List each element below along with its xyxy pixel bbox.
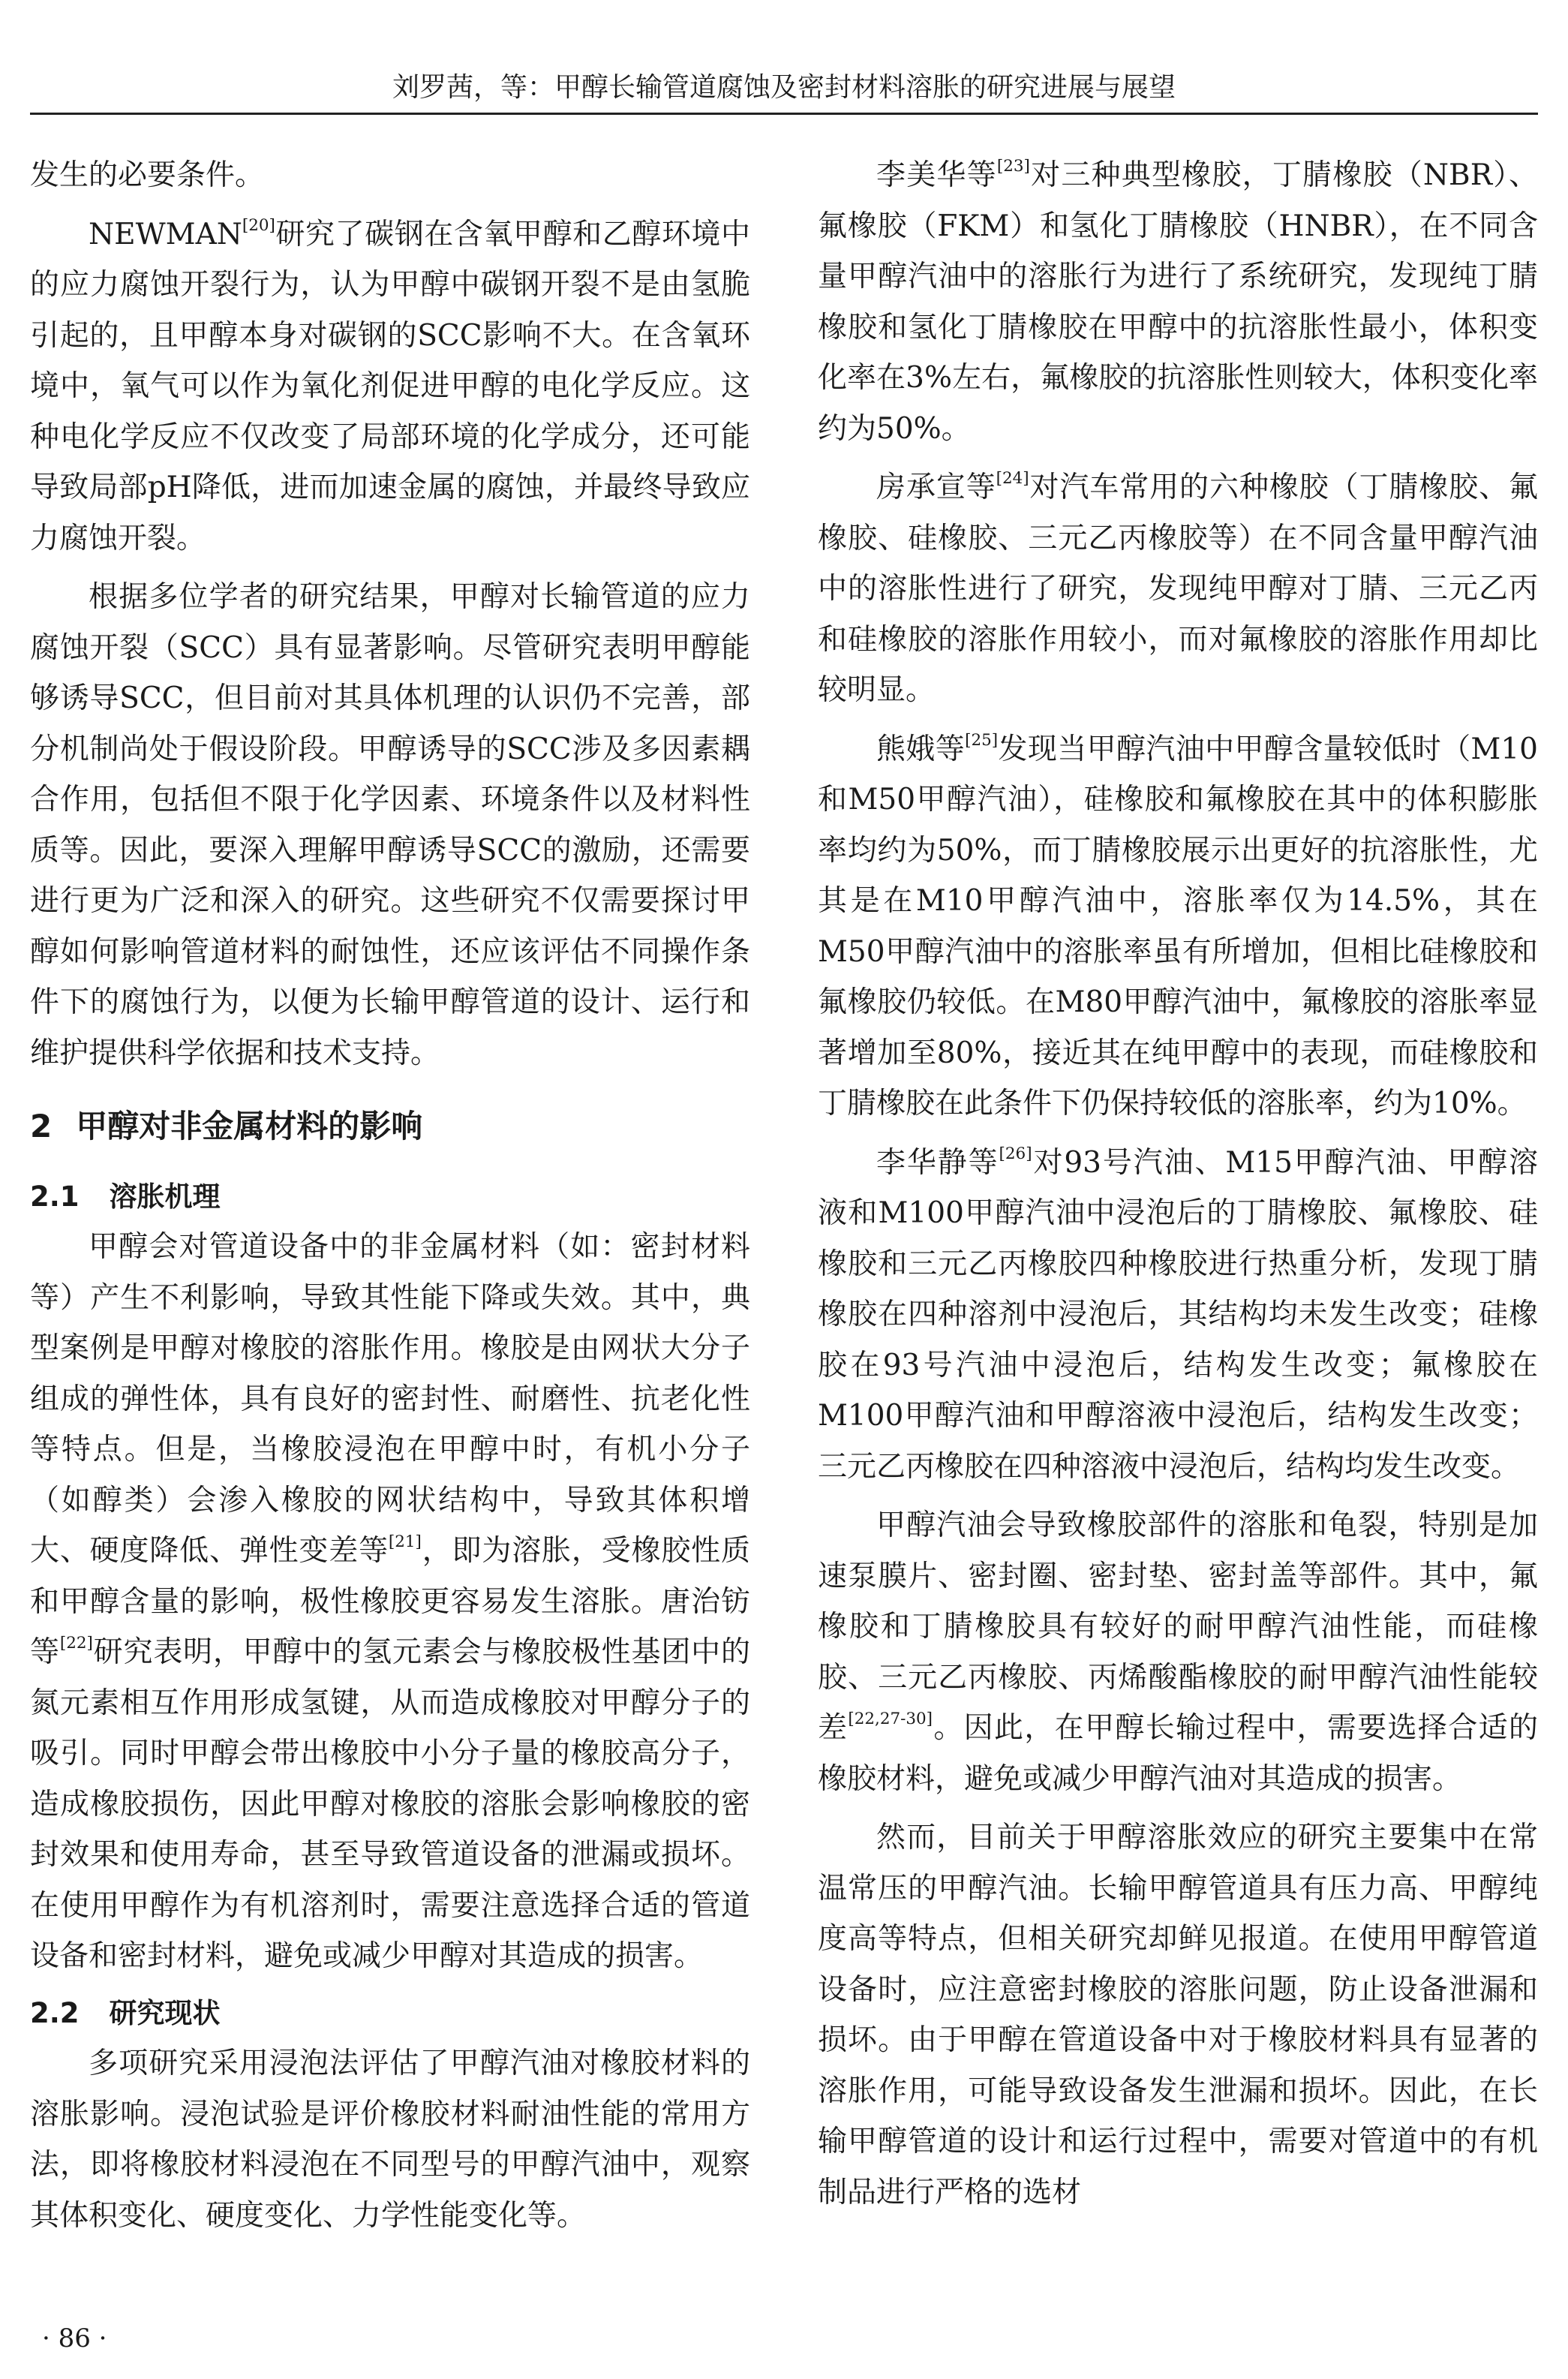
citation-ref: [21] — [388, 1532, 422, 1551]
paragraph-however: 然而，目前关于甲醇溶胀效应的研究主要集中在常温常压的甲醇汽油。长输甲醇管道具有压力高、甲醇纯度高等特点，但相关研究却鲜见报道。在使用甲醇管道设备时，应注意密封橡胶的溶胀问题，防止设备泄漏和损坏。由于甲醇在管道设备中对于橡胶材料具有显著的溶胀作用，可能导致设备发生泄漏和损坏。因此，在长输甲醇管道的设计和运行过程中，需要对管道中的有机制品进行严格的选材 — [818, 1821, 1538, 2209]
paragraph-xiong-e: 熊娥等[25]发现当甲醇汽油中甲醇含量较低时（M10和M50甲醇汽油），硅橡胶和氟橡胶在其中的体积膨胀率均约为50%，而丁腈橡胶展示出更好的抗溶胀性，尤其是在M10甲醇汽油中，溶胀率仅为14.5%，其在M50甲醇汽油中的溶胀率虽有所增加，但相比硅橡胶和氟橡胶仍较低。在M80甲醇汽油中，氟橡胶的溶胀率显著增加至80%，接近其在纯甲醇中的表现，而硅橡胶和丁腈橡胶在此条件下仍保持较低的溶胀率，约为10%。 — [818, 730, 1538, 1120]
citation-ref: [23] — [996, 156, 1030, 176]
paragraph-research-status: 多项研究采用浸泡法评估了甲醇汽油对橡胶材料的溶胀影响。浸泡试验是评价橡胶材料耐油性能的常用方法，即将橡胶材料浸泡在不同型号的甲醇汽油中，观察其体积变化、硬度变化、力学性能变化等。 — [30, 2047, 750, 2233]
citation-ref: [25] — [965, 730, 999, 750]
section-heading-2-1: 2.1 溶胀机理 — [30, 1180, 221, 1213]
paragraph-fang-chengxuan: 房承宣等[24]对汽车常用的六种橡胶（丁腈橡胶、氟橡胶、硅橡胶、三元乙丙橡胶等）在不同含量甲醇汽油中的溶胀性进行了研究，发现纯甲醇对丁腈、三元乙丙和硅橡胶的溶胀作用较小，而对氟橡胶的溶胀作用却比较明显。 — [818, 468, 1538, 707]
citation-ref: [26] — [999, 1144, 1032, 1163]
section-heading-2: 2 甲醇对非金属材料的影响 — [30, 1108, 423, 1144]
citation-ref: [22,27-30] — [848, 1709, 933, 1728]
section-heading-2-2: 2.2 研究现状 — [30, 1996, 221, 2029]
paragraph-li-meihua: 李美华等[23]对三种典型橡胶，丁腈橡胶（NBR）、氟橡胶（FKM）和氢化丁腈橡胶（HNBR），在不同含量甲醇汽油中的溶胀行为进行了系统研究，发现纯丁腈橡胶和氢化丁腈橡胶在甲醇中的抗溶胀性最小，体积变化率在3%左右，氟橡胶的抗溶胀性则较大，体积变化率约为50%。 — [818, 156, 1538, 446]
header-rule — [30, 113, 1538, 115]
paragraph-li-huajing: 李华静等[26]对93号汽油、M15甲醇汽油、甲醇溶液和M100甲醇汽油中浸泡后的丁腈橡胶、氟橡胶、硅橡胶和三元乙丙橡胶四种橡胶进行热重分析，发现丁腈橡胶在四种溶剂中浸泡后，其结构均未发生改变；硅橡胶在93号汽油中浸泡后，结构发生改变；氟橡胶在M100甲醇汽油和甲醇溶液中浸泡后，结构发生改变；三元乙丙橡胶在四种溶液中浸泡后，结构均发生改变。 — [818, 1144, 1538, 1484]
paragraph-swelling-mechanism: 甲醇会对管道设备中的非金属材料（如：密封材料等）产生不利影响，导致其性能下降或失效。其中，典型案例是甲醇对橡胶的溶胀作用。橡胶是由网状大分子组成的弹性体，具有良好的密封性、耐磨性、抗老化性等特点。但是，当橡胶浸泡在甲醇中时，有机小分子（如醇类）会渗入橡胶的网状结构中，导致其体积增大、硬度降低、弹性变差等[21]，即为溶胀，受橡胶性质和甲醇含量的影响，极性橡胶更容易发生溶胀。唐治钫等[22]研究表明，甲醇中的氢元素会与橡胶极性基团中的氮元素相互作用形成氢键，从而造成橡胶对甲醇分子的吸引。同时甲醇会带出橡胶中小分子量的橡胶高分子，造成橡胶损伤，因此甲醇对橡胶的溶胀会影响橡胶的密封效果和使用寿命，甚至导致管道设备的泄漏或损坏。在使用甲醇作为有机溶剂时，需要注意选择合适的管道设备和密封材料，避免或减少甲醇对其造成的损害。 — [30, 1230, 750, 1973]
citation-ref: [20] — [242, 215, 275, 235]
left-column — [30, 150, 750, 2241]
citation-ref: [24] — [996, 468, 1029, 488]
running-header — [30, 66, 1538, 104]
page-number: · 86 · — [42, 2323, 107, 2353]
paragraph-summary: 根据多位学者的研究结果，甲醇对长输管道的应力腐蚀开裂（SCC）具有显著影响。尽管研究表明甲醇能够诱导SCC，但目前对其具体机理的认识仍不完善，部分机制尚处于假设阶段。甲醇诱导的SCC涉及多因素耦合作用，包括但不限于化学因素、环境条件以及材料性质等。因此，要深入理解甲醇诱导SCC的激励，还需要进行更为广泛和深入的研究。这些研究不仅需要探讨甲醇如何影响管道材料的耐蚀性，还应该评估不同操作条件下的腐蚀行为，以便为长输甲醇管道的设计、运行和维护提供科学依据和技术支持。 — [30, 580, 750, 1070]
citation-ref: [22] — [59, 1633, 93, 1653]
right-column — [818, 150, 1538, 2218]
paragraph-continuation: 发生的必要条件。 — [30, 158, 265, 192]
paragraph-newman: NEWMAN[20]研究了碳钢在含氧甲醇和乙醇环境中的应力腐蚀开裂行为，认为甲醇中碳钢开裂不是由氢脆引起的，且甲醇本身对碳钢的SCC影响不大。在含氧环境中，氧气可以作为氧化剂促进甲醇的电化学反应。这种电化学反应不仅改变了局部环境的化学成分，还可能导致局部pH降低，进而加速金属的腐蚀，并最终导致应力腐蚀开裂。 — [30, 215, 750, 555]
paragraph-methanol-gasoline: 甲醇汽油会导致橡胶部件的溶胀和龟裂，特别是加速泵膜片、密封圈、密封垫、密封盖等部件。其中，氟橡胶和丁腈橡胶具有较好的耐甲醇汽油性能，而硅橡胶、三元乙丙橡胶、丙烯酸酯橡胶的耐甲醇汽油性能较差[22,27-30]。因此，在甲醇长输过程中，需要选择合适的橡胶材料，避免或减少甲醇汽油对其造成的损害。 — [818, 1508, 1538, 1796]
running-title: 刘罗茜，等：甲醇长输管道腐蚀及密封材料溶胀的研究进展与展望 — [392, 72, 1176, 103]
